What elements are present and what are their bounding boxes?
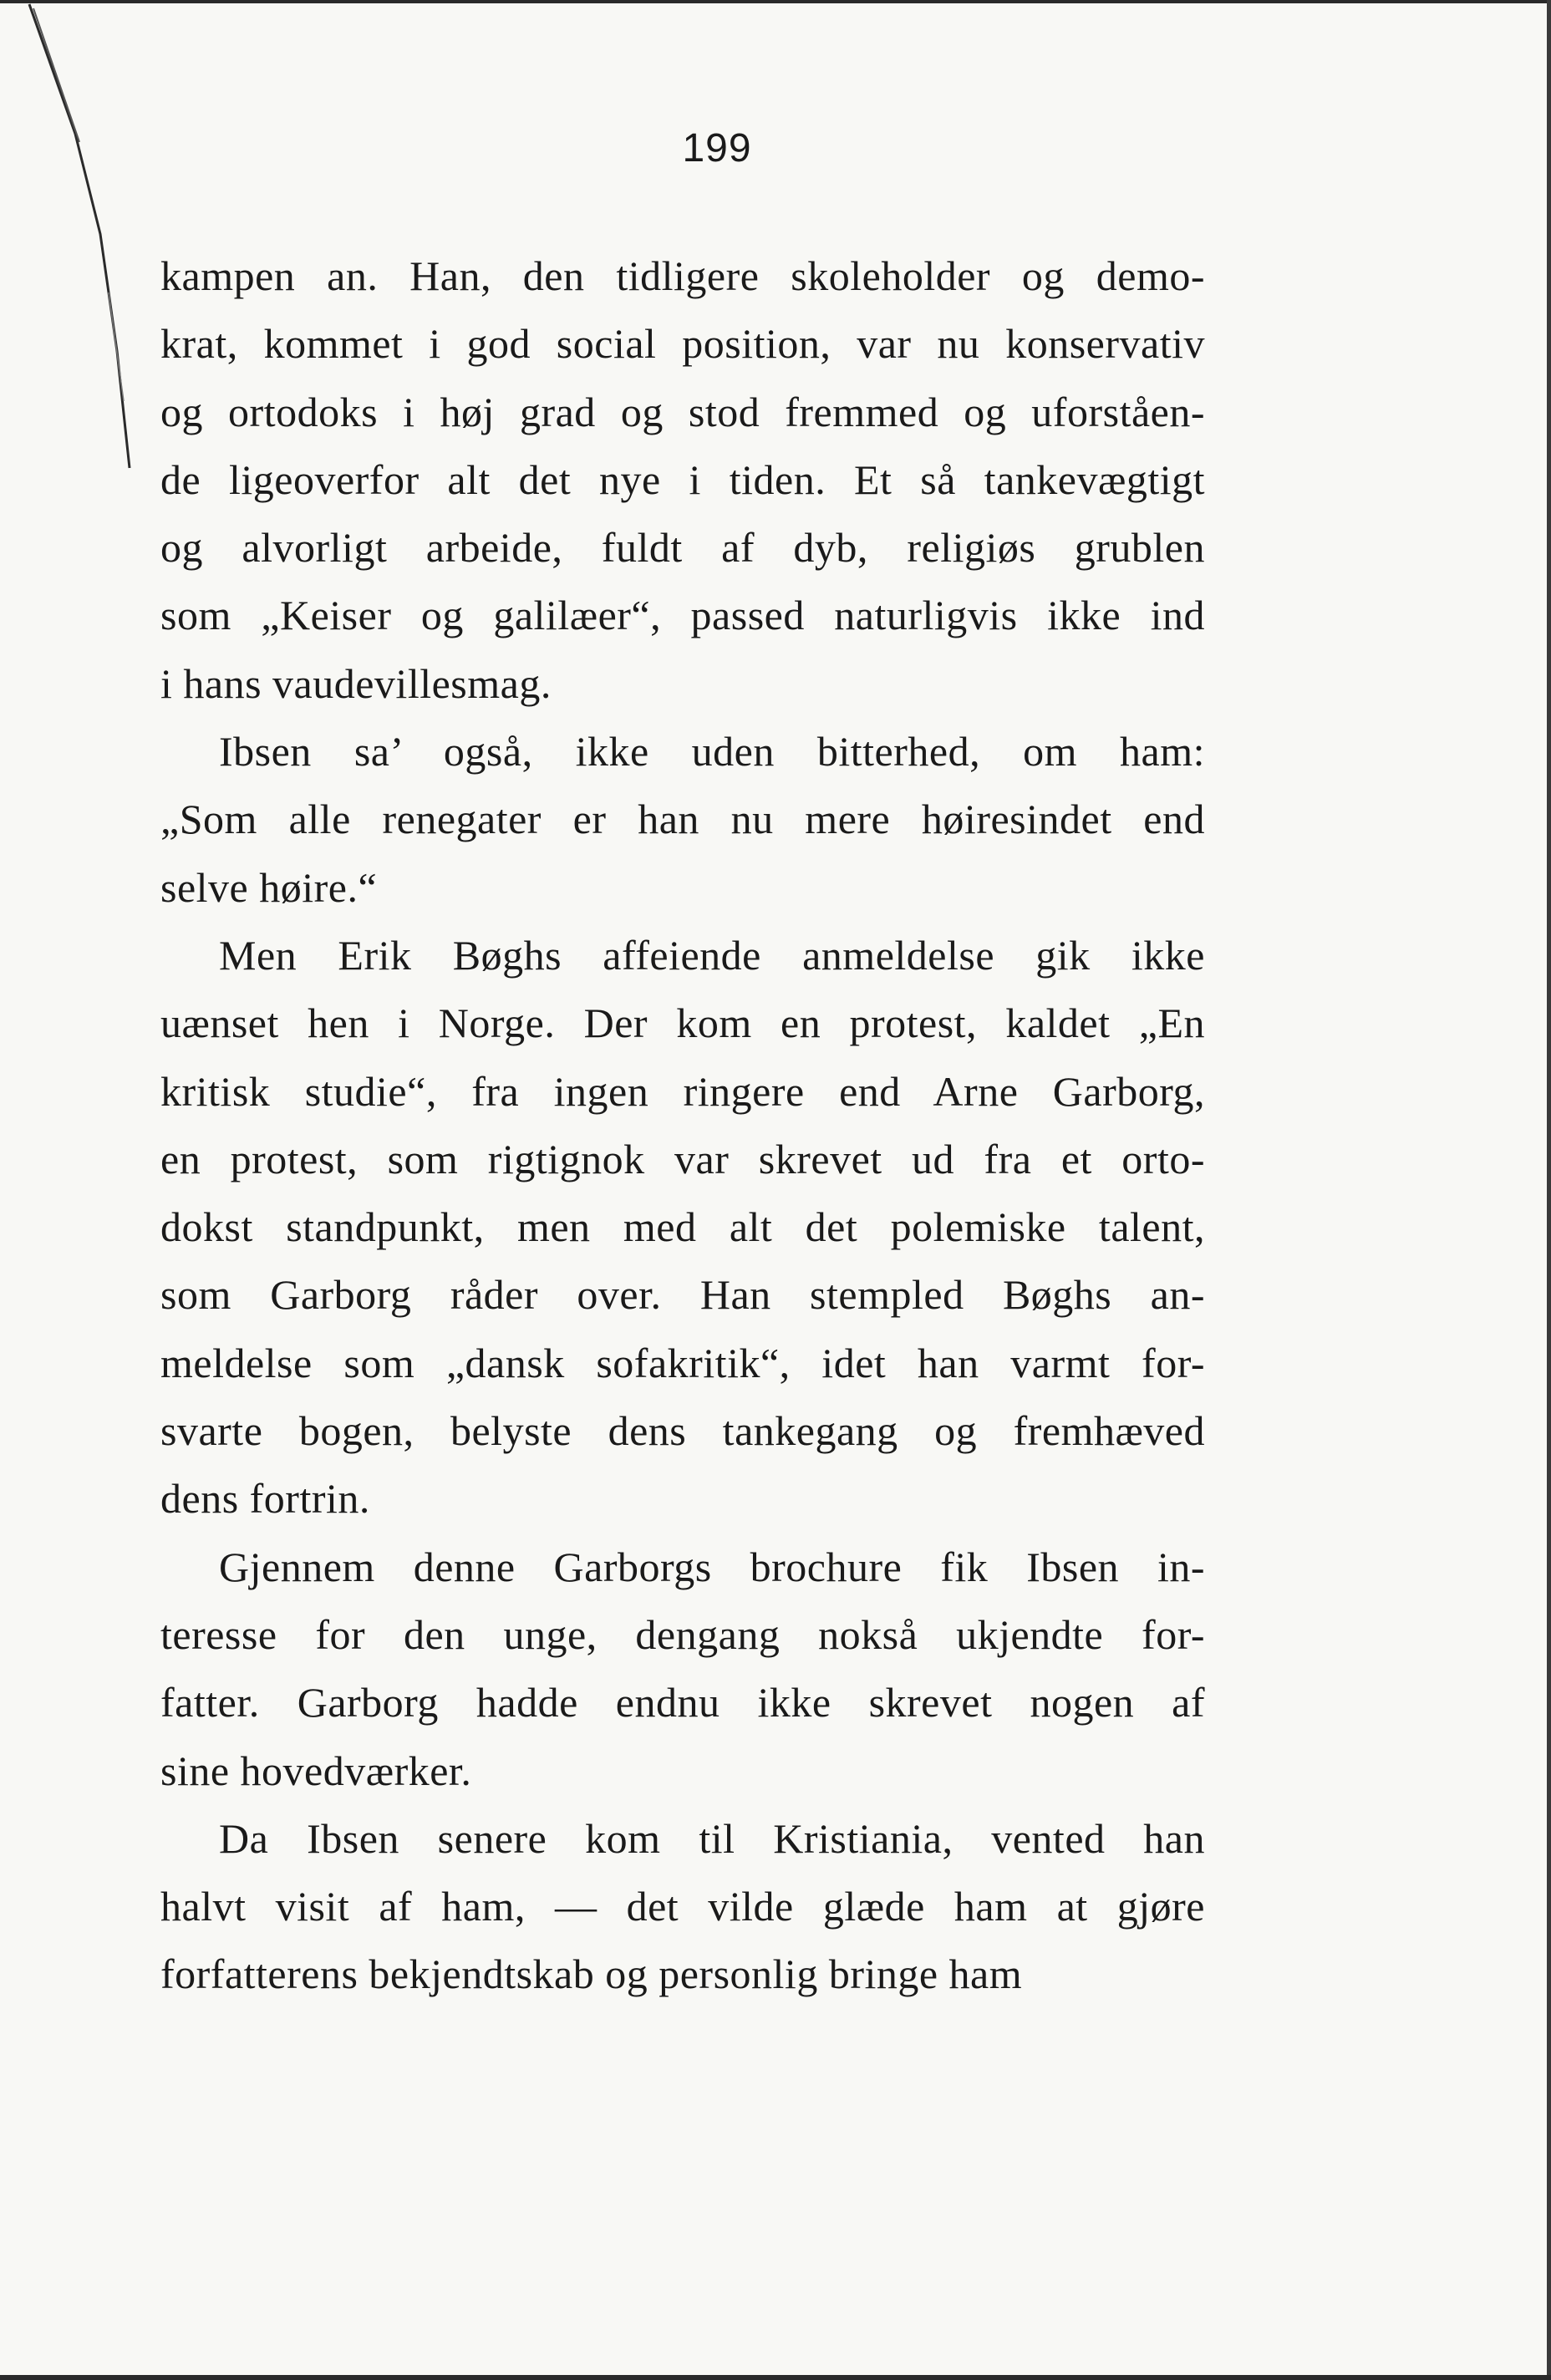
- text-line: sine hovedværker.: [160, 1747, 472, 1794]
- text-line: fatter. Garborg hadde endnu ikke skrevet nogen af: [160, 1679, 1205, 1727]
- text-line: Men Erik Bøghs affeiende anmeldelse gik ikke: [219, 931, 1205, 979]
- scan-left-edge-mark: [25, 0, 159, 585]
- text-line: som „Keiser og galilæer“, passed naturligvis ikke ind: [160, 592, 1205, 639]
- paragraph: [160, 1805, 1205, 2009]
- text-line: meldelse som „dansk sofakritik“, idet han varmt for-: [160, 1339, 1205, 1386]
- scan-bottom-edge: [0, 2375, 1551, 2380]
- paragraph: [160, 718, 1205, 922]
- text-line: og ortodoks i høj grad og stod fremmed og uforståen-: [160, 388, 1205, 435]
- text-line: dokst standpunkt, men med alt det polemiske talent,: [160, 1203, 1205, 1251]
- page-number: 199: [682, 126, 752, 170]
- paragraph: [160, 242, 1205, 718]
- scan-right-edge: [1547, 0, 1551, 2380]
- text-line: som Garborg råder over. Han stempled Bøghs an-: [160, 1271, 1205, 1319]
- text-line: og alvorligt arbeide, fuldt af dyb, religiøs grublen: [160, 524, 1205, 572]
- text-line: Ibsen sa’ også, ikke uden bitterhed, om ham:: [219, 728, 1205, 776]
- text-line: selve høire.“: [160, 863, 378, 911]
- text-line: „Som alle renegater er han nu mere høiresindet end: [160, 796, 1205, 843]
- text-line: dens fortrin.: [160, 1475, 370, 1523]
- text-line: krat, kommet i god social position, var nu konservativ: [160, 320, 1205, 368]
- text-line: en protest, som rigtignok var skrevet ud fra et orto-: [160, 1135, 1205, 1182]
- paragraph: [160, 1533, 1205, 1805]
- paragraph: [160, 922, 1205, 1533]
- text-line: halvt visit af ham, — det vilde glæde ham at gjøre: [160, 1883, 1205, 1930]
- scan-top-edge: [0, 0, 1551, 3]
- text-line: de ligeoverfor alt det nye i tiden. Et så tankevægtigt: [160, 455, 1205, 503]
- text-line: kampen an. Han, den tidligere skoleholder og demo-: [160, 252, 1205, 299]
- body-text: [160, 242, 1205, 2009]
- text-line: teresse for den unge, dengang nokså ukjendte for-: [160, 1610, 1205, 1658]
- text-line: svarte bogen, belyste dens tankegang og fremhæved: [160, 1407, 1205, 1455]
- text-line: Gjennem denne Garborgs brochure fik Ibsen in-: [219, 1543, 1205, 1590]
- text-line: uænset hen i Norge. Der kom en protest, kaldet „En: [160, 999, 1205, 1047]
- text-line: kritisk studie“, fra ingen ringere end Arne Garborg,: [160, 1067, 1205, 1115]
- text-line: Da Ibsen senere kom til Kristiania, vented han: [219, 1814, 1205, 1862]
- text-line: i hans vaudevillesmag.: [160, 659, 552, 707]
- text-line: forfatterens bekjendtskab og personlig bringe ham: [160, 1950, 1023, 1998]
